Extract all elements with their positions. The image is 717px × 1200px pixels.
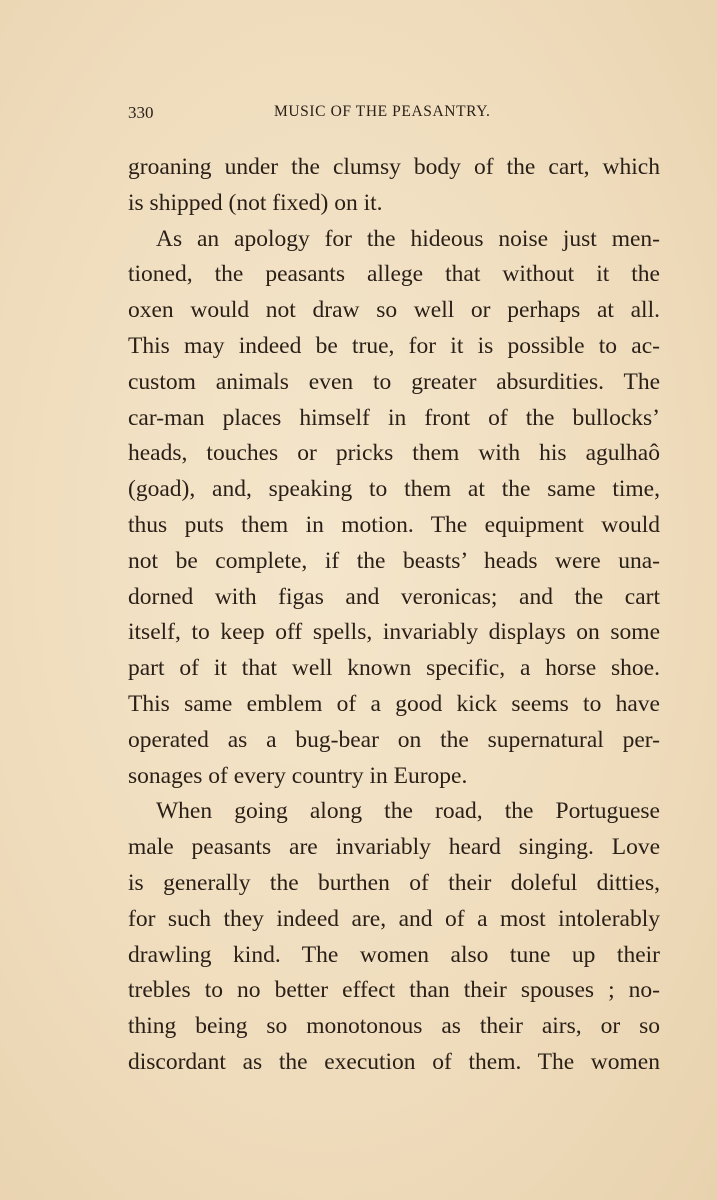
text-line [128,544,660,580]
text-line-content: thing being so monotonous as their airs, or so [128,1013,660,1040]
text-line [128,759,660,795]
text-line-content: thus puts them in motion. The equipment would [128,511,660,538]
text-line [128,723,660,759]
text-line [128,329,660,365]
text-line [128,580,660,616]
text-line [128,830,660,866]
text-line-content: sonages of every country in Europe. [128,762,468,789]
text-line [128,401,660,437]
text-line-content: custom animals even to greater absurdities. The [128,368,660,395]
text-line-content: itself, to keep off spells, invariably displays on some [128,619,660,646]
text-line [128,365,660,401]
text-line-content: (goad), and, speaking to them at the same time, [128,476,660,503]
text-line [128,973,660,1009]
text-line [128,257,660,293]
text-line [128,150,660,186]
page-header [128,103,660,127]
text-line [128,902,660,938]
text-line [128,1009,660,1045]
text-line-content: When going along the road, the Portuguese [156,798,660,825]
text-line [128,472,660,508]
running-title: MUSIC OF THE PEASANTRY. [274,103,491,120]
page-number: 330 [128,103,154,122]
text-line-content: operated as a bug-bear on the supernatural per- [128,726,660,753]
text-line-content: not be complete, if the beasts’ heads were una- [128,547,660,574]
text-line-content: male peasants are invariably heard singing. Love [128,834,660,861]
text-line [128,687,660,723]
text-line-content: This may indeed be true, for it is possible to ac- [128,332,660,359]
text-line [128,866,660,902]
text-line-content: tioned, the peasants allege that without it the [128,261,660,288]
text-line-content: for such they indeed are, and of a most intolerably [128,905,660,932]
text-line-content: car-man places himself in front of the bullocks’ [128,404,660,431]
text-line [128,222,660,258]
text-line-content: groaning under the clumsy body of the cart, which [128,154,660,180]
text-line-content: trebles to no better effect than their spouses ; no- [128,977,660,1004]
text-line [128,615,660,651]
text-line-content: part of it that well known specific, a horse shoe. [128,655,660,682]
text-line [128,794,660,830]
text-line-content: discordant as the execution of them. The women [128,1048,660,1075]
text-line [128,293,660,329]
text-line [128,938,660,974]
text-line [128,508,660,544]
text-line-content: heads, touches or pricks them with his agulhaô [128,440,660,467]
text-line-content: This same emblem of a good kick seems to have [128,690,660,717]
text-line-content: is shipped (not fixed) on it. [128,189,383,216]
text-line [128,186,660,222]
text-line-content: oxen would not draw so well or perhaps at all. [128,297,660,324]
page-body [128,150,660,1081]
text-line-content: is generally the burthen of their doleful ditties, [128,869,660,896]
paragraph [128,222,660,795]
text-line [128,436,660,472]
text-line [128,651,660,687]
text-line [128,1045,660,1081]
text-line-content: As an apology for the hideous noise just men- [156,225,660,252]
paragraph [128,794,660,1080]
paragraph [128,150,660,222]
text-line-content: drawling kind. The women also tune up their [128,941,660,968]
text-line-content: dorned with figas and veronicas; and the cart [128,583,660,610]
